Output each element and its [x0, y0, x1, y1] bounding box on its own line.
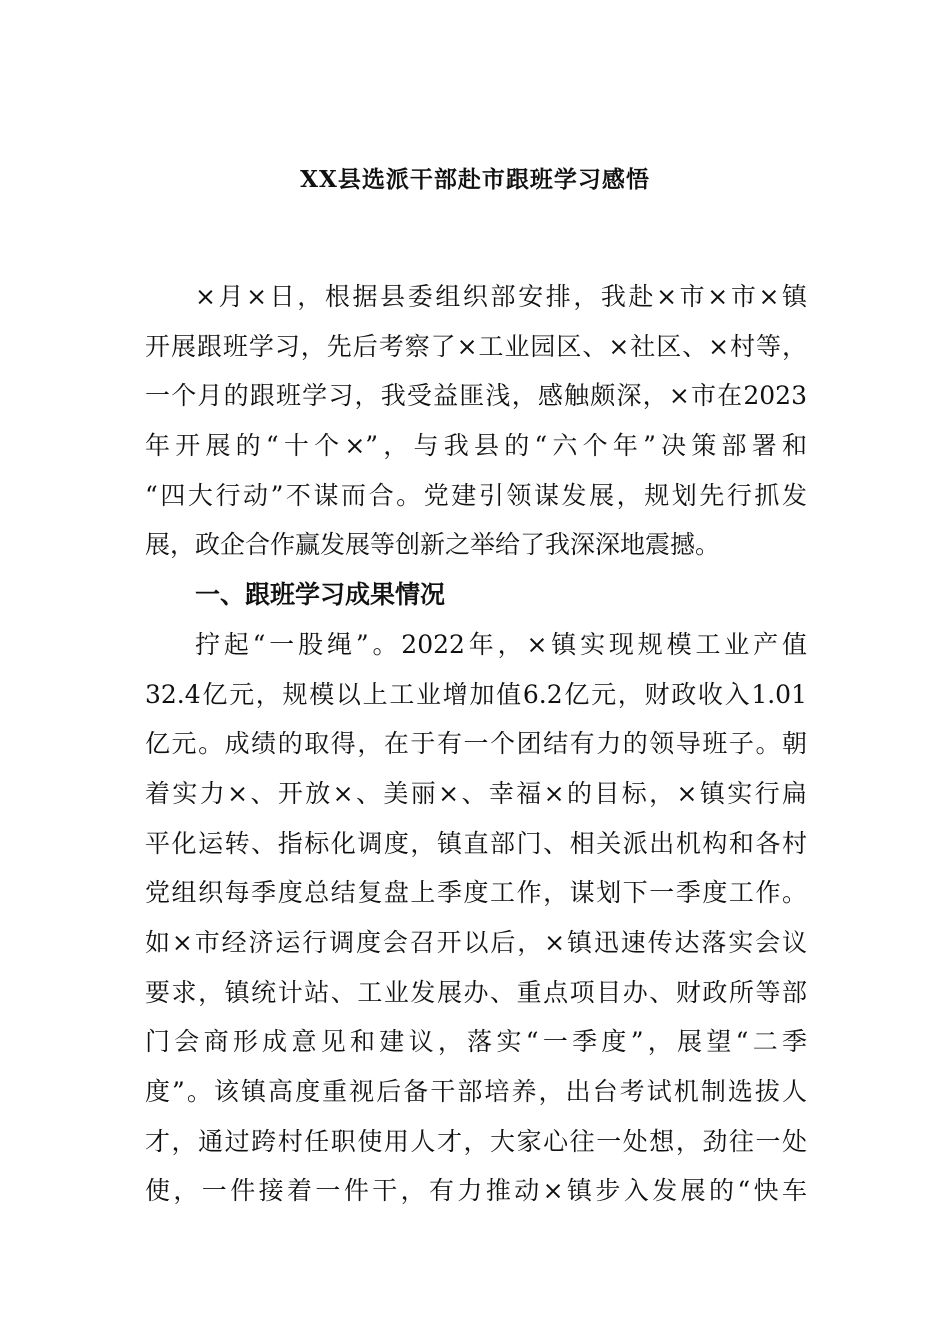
paragraph-line: 开展跟班学习，先后考察了×工业园区、×社区、×村等， — [145, 331, 807, 361]
paragraph-line: 展，政企合作赢发展等创新之举给了我深深地震撼。 — [145, 530, 721, 560]
paragraph-line: 平化运转、指标化调度，镇直部门、相关派出机构和各村 — [145, 828, 807, 858]
paragraph-line: 32.4亿元，规模以上工业增加值6.2亿元，财政收入1.01 — [145, 679, 807, 709]
paragraph-line: 度”。该镇高度重视后备干部培养，出台考试机制选拔人 — [145, 1077, 807, 1106]
section-heading: 一、跟班学习成果情况 — [195, 580, 446, 610]
paragraph-line: 党组织每季度总结复盘上季度工作，谋划下一季度工作。 — [145, 878, 807, 908]
paragraph-line: 拧起“一股绳”。2022年，×镇实现规模工业产值 — [195, 629, 807, 659]
document-body — [145, 272, 807, 1216]
paragraph-line: “四大行动”不谋而合。党建引领谋发展，规划先行抓发 — [145, 480, 807, 510]
paragraph-line: 使，一件接着一件干，有力推动×镇步入发展的“快车 — [145, 1176, 807, 1206]
paragraph-line: 年开展的“十个×”，与我县的“六个年”决策部署和 — [145, 431, 807, 461]
paragraph-line: 要求，镇统计站、工业发展办、重点项目办、财政所等部 — [145, 977, 807, 1007]
paragraph-line: 一个月的跟班学习，我受益匪浅，感触颇深，×市在2023 — [145, 381, 807, 411]
paragraph-line: 着实力×、开放×、美丽×、幸福×的目标，×镇实行扁 — [145, 778, 807, 808]
paragraph-line: 亿元。成绩的取得，在于有一个团结有力的领导班子。朝 — [145, 729, 807, 759]
paragraph-line: 门会商形成意见和建议，落实“一季度”，展望“二季 — [145, 1027, 807, 1057]
paragraph-line: 才，通过跨村任职使用人才，大家心往一处想，劲往一处 — [145, 1126, 807, 1156]
document-title: XX县选派干部赴市跟班学习感悟 — [300, 166, 650, 193]
paragraph-line: ×月×日，根据县委组织部安排，我赴×市×市×镇 — [195, 282, 807, 311]
paragraph-line: 如×市经济运行调度会召开以后，×镇迅速传达落实会议 — [145, 927, 807, 957]
